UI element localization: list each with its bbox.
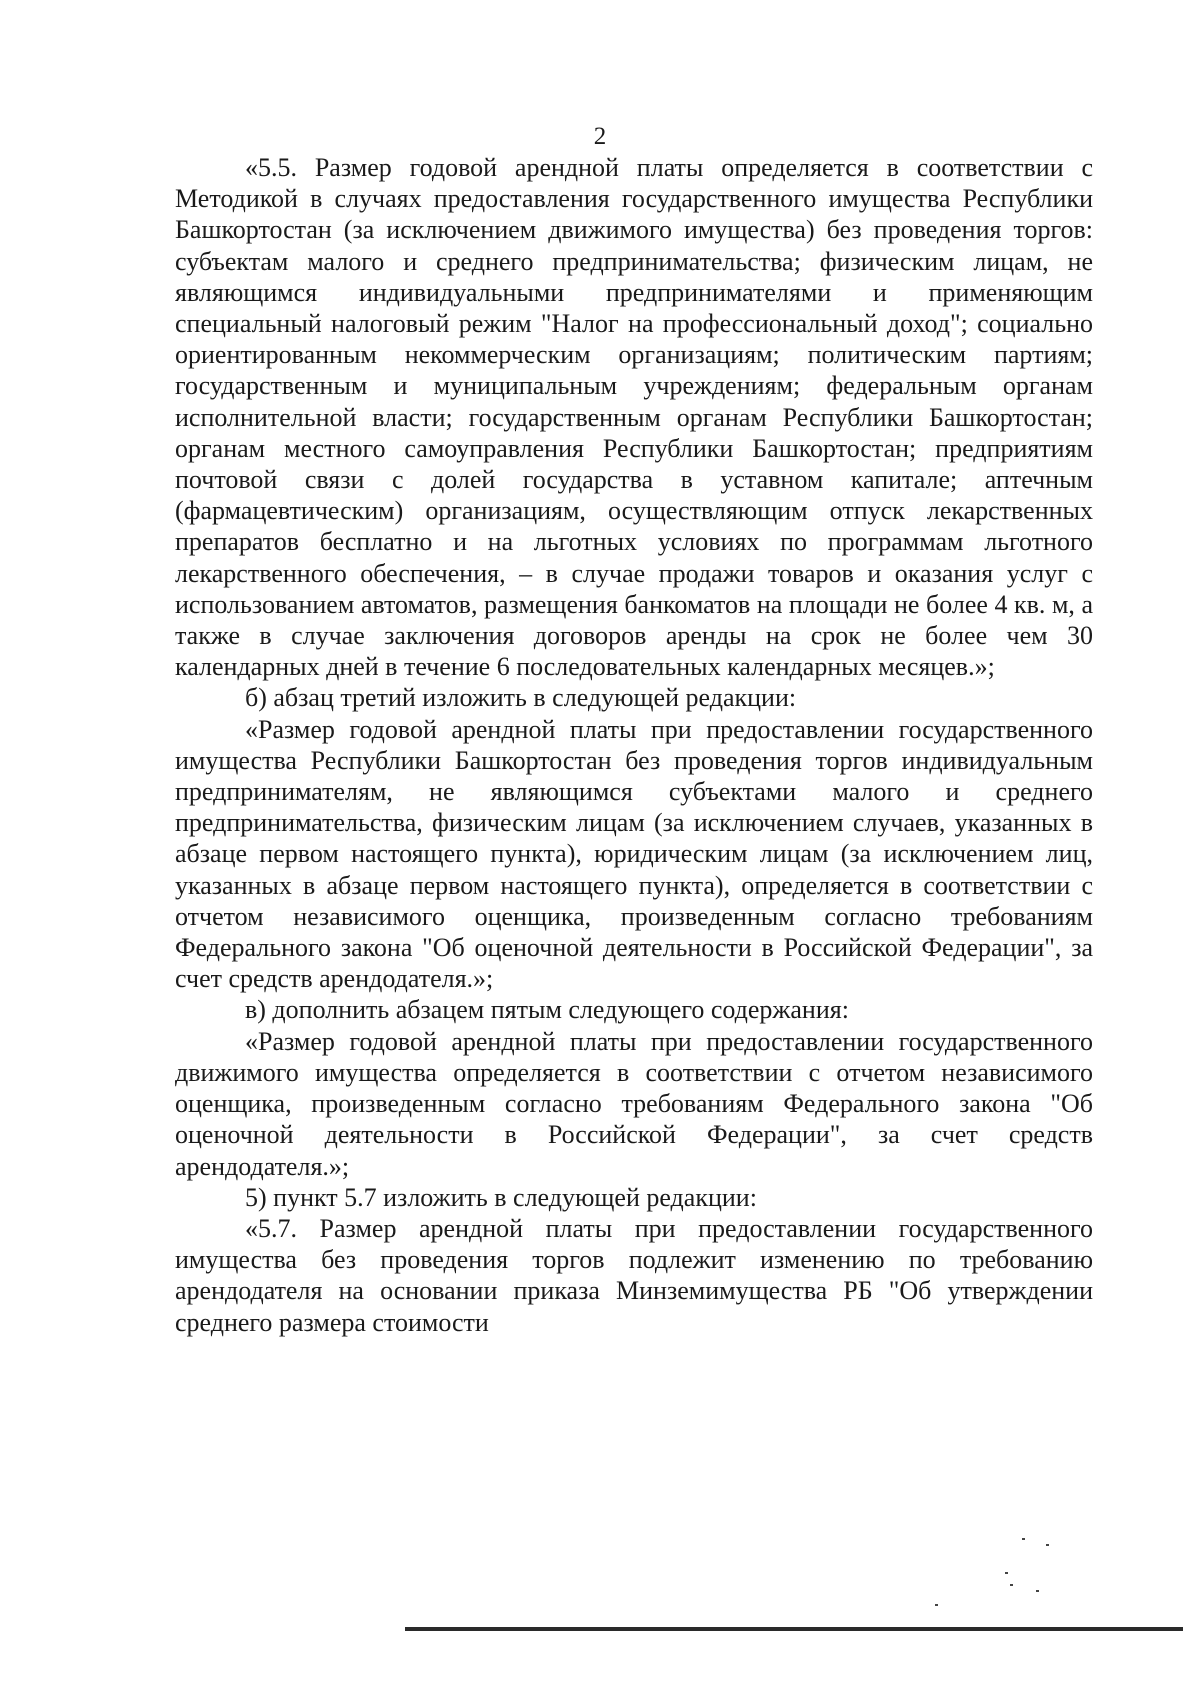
paragraph-v-text: «Размер годовой арендной платы при предоставлении государственного движимого имущества определяется в соответствии с отчетом независимого оценщика, произведенным согласно требованиям Федерального закона "Об оценочной деятельности в Российской Федерации", за счет средств арендодателя.»; xyxy=(175,1026,1093,1181)
scan-speck xyxy=(1036,1590,1039,1592)
paragraph-v-heading: в) дополнить абзацем пятым следующего содержания: xyxy=(245,995,849,1025)
paragraph-b-text: «Размер годовой арендной платы при предоставлении государственного имущества Республики Башкортостан без проведения торгов индивидуальным предпринимателям, не являющимся субъектами малого и среднего предпринимательства, физическим лицам (за исключением случаев, указанных в абзаце первом настоящего пункта), юридическим лицам (за исключением лиц, указанных в абзаце первом настоящего пункта), определяется в соответствии с отчетом независимого оценщика, произведенным согласно требованиям Федерального закона "Об оценочной деятельности в Российской Федерации", за счет средств арендодателя.»; xyxy=(175,714,1093,994)
paragraph-5-heading: 5) пункт 5.7 изложить в следующей редакции: xyxy=(245,1182,757,1212)
scan-speck xyxy=(935,1604,938,1606)
document-body xyxy=(175,152,1093,1338)
scan-speck xyxy=(1022,1538,1025,1540)
scan-speck xyxy=(1046,1544,1049,1546)
scan-speck xyxy=(1010,1584,1013,1586)
scan-speck xyxy=(1005,1572,1008,1574)
paragraph-b-heading: б) абзац третий изложить в следующей редакции: xyxy=(245,683,797,713)
paragraph-5-5: «5.5. Размер годовой арендной платы определяется в соответствии с Методикой в случаях предоставления государственного имущества Республики Башкортостан (за исключением движимого имущества) без проведения торгов: субъектам малого и среднего предпринимательства; физическим лицам, не являющимся индивидуальными предпринимателями и применяющим специальный налоговый режим "Налог на профессиональный доход"; социально ориентированным некоммерческим организациям; политическим партиям; государственным и муниципальным учреждениям; федеральным органам исполнительной власти; государственным органам Республики Башкортостан; органам местного самоуправления Республики Башкортостан; предприятиям почтовой связи с долей государства в уставном капитале; аптечным (фармацевтическим) организациям, осуществляющим отпуск лекарственных препаратов бесплатно и на льготных условиях по программам льготного лекарственного обеспечения, – в случае продажи товаров и оказания услуг с использованием автоматов, размещения банкоматов на площади не более 4 кв. м, а также в случае заключения договоров аренды на срок не более чем 30 календарных дней в течение 6 последовательных календарных месяцев.»; xyxy=(175,153,1093,682)
paragraph-5-7: «5.7. Размер арендной платы при предоставлении государственного имущества без проведения торгов подлежит изменению по требованию арендодателя на основании приказа Минземимущества РБ "Об утверждении среднего размера стоимости xyxy=(175,1213,1093,1337)
bottom-rule xyxy=(405,1627,1183,1631)
page-number: 2 xyxy=(593,123,607,150)
